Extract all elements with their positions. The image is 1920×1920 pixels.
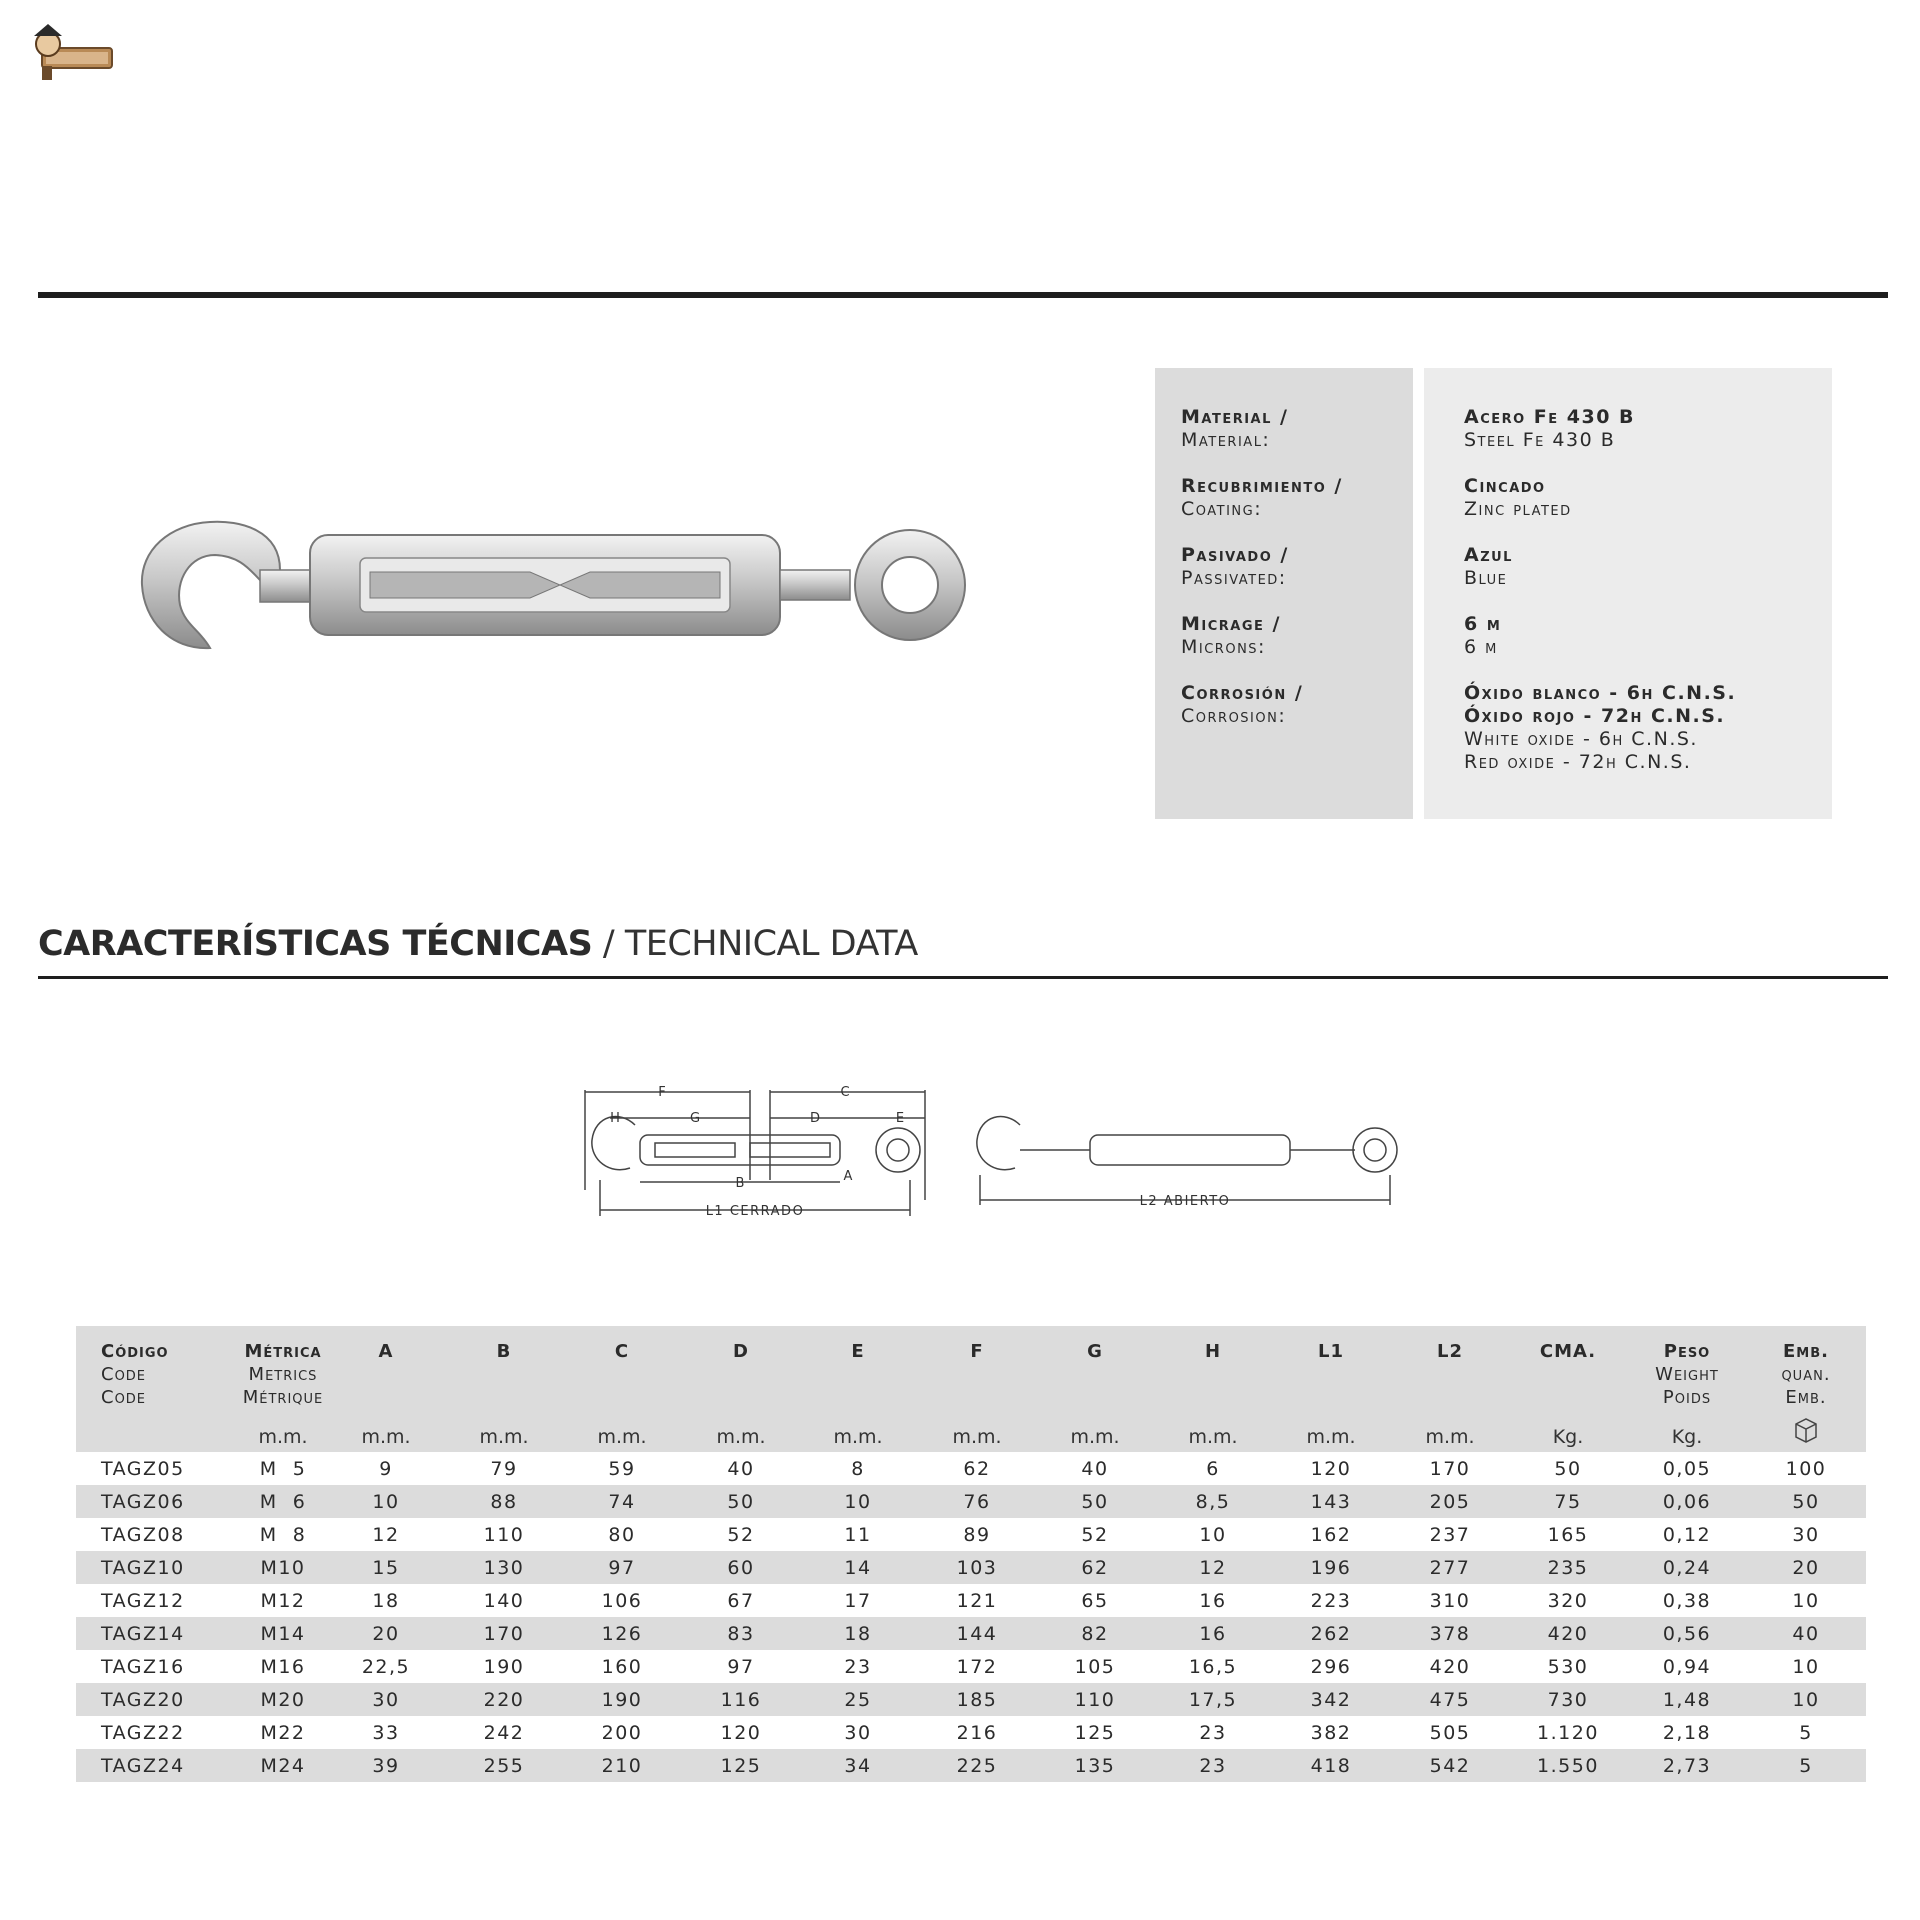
dimension-diagram xyxy=(580,1080,1400,1240)
header-line: Metrics xyxy=(248,1364,318,1385)
table-cell: TAGZ14 xyxy=(101,1623,185,1645)
table-header-cell xyxy=(1751,1340,1861,1409)
table-row xyxy=(76,1650,1866,1683)
table-cell: 52 xyxy=(727,1524,755,1546)
spec-label-coating: Recubrimiento / Coating: xyxy=(1181,475,1343,520)
header-line: Emb. xyxy=(1783,1341,1829,1362)
table-row xyxy=(76,1749,1866,1782)
table-cell: 25 xyxy=(844,1689,872,1711)
table-cell: 342 xyxy=(1310,1689,1352,1711)
technical-data-table xyxy=(76,1326,1866,1782)
table-cell: 88 xyxy=(490,1491,518,1513)
table-cell: 110 xyxy=(483,1524,525,1546)
table-cell: 17 xyxy=(844,1590,872,1612)
spec-label-material: Material / Material: xyxy=(1181,406,1289,451)
table-header-cell xyxy=(1158,1340,1268,1363)
table-cell: 205 xyxy=(1429,1491,1471,1513)
table-cell: 172 xyxy=(956,1656,998,1678)
table-cell: 1.120 xyxy=(1537,1722,1599,1744)
table-cell: 320 xyxy=(1547,1590,1589,1612)
dim-label-l2: L2 ABIERTO xyxy=(1139,1194,1231,1209)
table-cell: 418 xyxy=(1310,1755,1352,1777)
table-cell: 106 xyxy=(601,1590,643,1612)
table-cell: 76 xyxy=(963,1491,991,1513)
table-cell: 60 xyxy=(727,1557,755,1579)
table-body xyxy=(76,1452,1866,1782)
section-title: CARACTERÍSTICAS TÉCNICAS / TECHNICAL DATA xyxy=(38,924,918,964)
brand-logo-icon xyxy=(28,22,116,82)
table-cell: 97 xyxy=(608,1557,636,1579)
table-cell: 33 xyxy=(372,1722,400,1744)
table-cell: 18 xyxy=(844,1623,872,1645)
table-cell: 23 xyxy=(1199,1722,1227,1744)
table-cell: 10 xyxy=(1199,1524,1227,1546)
table-cell: 18 xyxy=(372,1590,400,1612)
table-cell: 50 xyxy=(727,1491,755,1513)
table-cell: 50 xyxy=(1081,1491,1109,1513)
table-cell: TAGZ06 xyxy=(101,1491,185,1513)
header-unit: m.m. xyxy=(258,1426,308,1448)
spec-labels-panel xyxy=(1155,368,1413,819)
table-cell: 0,56 xyxy=(1662,1623,1712,1645)
header-unit: m.m. xyxy=(1070,1426,1120,1448)
section-divider xyxy=(38,976,1888,979)
header-line: L1 xyxy=(1318,1341,1344,1362)
package-box-icon xyxy=(1791,1414,1821,1446)
table-cell: 80 xyxy=(608,1524,636,1546)
table-cell: 216 xyxy=(956,1722,998,1744)
table-header-cell xyxy=(1632,1340,1742,1409)
table-cell: 190 xyxy=(601,1689,643,1711)
table-cell: 277 xyxy=(1429,1557,1471,1579)
table-cell: TAGZ10 xyxy=(101,1557,185,1579)
table-row xyxy=(76,1584,1866,1617)
table-cell: 20 xyxy=(372,1623,400,1645)
table-cell: 10 xyxy=(844,1491,872,1513)
table-cell: 103 xyxy=(956,1557,998,1579)
table-cell: 75 xyxy=(1554,1491,1582,1513)
table-header-cell xyxy=(1513,1340,1623,1363)
table-header-cell xyxy=(101,1340,201,1409)
table-cell: 220 xyxy=(483,1689,525,1711)
table-cell: 40 xyxy=(727,1458,755,1480)
dim-label-e: E xyxy=(895,1111,905,1126)
table-cell: 296 xyxy=(1310,1656,1352,1678)
header-unit: Kg. xyxy=(1671,1426,1703,1448)
table-cell: 16 xyxy=(1199,1590,1227,1612)
table-cell: 15 xyxy=(372,1557,400,1579)
table-cell: 14 xyxy=(844,1557,872,1579)
table-cell: 52 xyxy=(1081,1524,1109,1546)
spec-value-microns: 6 µ 6 µ xyxy=(1464,613,1502,658)
table-header-cell xyxy=(1395,1340,1505,1363)
table-cell: 2,73 xyxy=(1662,1755,1712,1777)
top-divider xyxy=(38,292,1888,298)
header-unit: m.m. xyxy=(952,1426,1002,1448)
table-cell: 65 xyxy=(1081,1590,1109,1612)
table-header-cell xyxy=(331,1340,441,1363)
spec-value-coating: Cincado Zinc plated xyxy=(1464,475,1572,520)
header-line: Código xyxy=(101,1341,169,1362)
header-line: B xyxy=(496,1341,512,1362)
table-cell: 730 xyxy=(1547,1689,1589,1711)
table-header-cell xyxy=(1276,1340,1386,1363)
table-header-cell xyxy=(1040,1340,1150,1363)
spec-label-corrosion: Corrosión / Corrosion: xyxy=(1181,682,1304,727)
table-cell: 0,05 xyxy=(1662,1458,1712,1480)
table-cell: 196 xyxy=(1310,1557,1352,1579)
table-cell: 62 xyxy=(1081,1557,1109,1579)
table-cell: 135 xyxy=(1074,1755,1116,1777)
table-cell: TAGZ05 xyxy=(101,1458,185,1480)
table-cell: 120 xyxy=(1310,1458,1352,1480)
table-cell: TAGZ22 xyxy=(101,1722,185,1744)
table-cell: M 5 xyxy=(259,1458,307,1480)
table-cell: 83 xyxy=(727,1623,755,1645)
table-cell: 16 xyxy=(1199,1623,1227,1645)
table-row xyxy=(76,1518,1866,1551)
table-cell: 59 xyxy=(608,1458,636,1480)
table-cell: 505 xyxy=(1429,1722,1471,1744)
table-cell: 170 xyxy=(1429,1458,1471,1480)
dim-label-b: B xyxy=(735,1176,745,1191)
table-cell: 200 xyxy=(601,1722,643,1744)
table-row xyxy=(76,1617,1866,1650)
dim-label-c: C xyxy=(840,1085,850,1100)
table-cell: 12 xyxy=(372,1524,400,1546)
table-cell: 530 xyxy=(1547,1656,1589,1678)
dim-label-d: D xyxy=(809,1111,821,1126)
table-cell: TAGZ16 xyxy=(101,1656,185,1678)
table-cell: 40 xyxy=(1081,1458,1109,1480)
table-header-cell xyxy=(228,1340,338,1409)
header-line: H xyxy=(1204,1341,1222,1362)
table-cell: 190 xyxy=(483,1656,525,1678)
table-cell: M20 xyxy=(260,1689,306,1711)
dim-label-h: H xyxy=(610,1111,620,1126)
table-cell: TAGZ12 xyxy=(101,1590,185,1612)
header-line: Weight xyxy=(1655,1364,1719,1385)
header-line: F xyxy=(970,1341,984,1362)
table-cell: 105 xyxy=(1074,1656,1116,1678)
table-cell: TAGZ24 xyxy=(101,1755,185,1777)
table-cell: 82 xyxy=(1081,1623,1109,1645)
table-header-cell xyxy=(567,1340,677,1363)
table-cell: 140 xyxy=(483,1590,525,1612)
table-header-cell xyxy=(449,1340,559,1363)
header-line: Poids xyxy=(1662,1387,1712,1408)
table-cell: 67 xyxy=(727,1590,755,1612)
table-cell: M24 xyxy=(260,1755,306,1777)
table-cell: 125 xyxy=(1074,1722,1116,1744)
turnbuckle-product-image xyxy=(130,510,1020,660)
table-cell: 0,38 xyxy=(1662,1590,1712,1612)
table-cell: M14 xyxy=(260,1623,306,1645)
header-line: G xyxy=(1087,1341,1103,1362)
table-cell: 165 xyxy=(1547,1524,1589,1546)
table-cell: 130 xyxy=(483,1557,525,1579)
table-cell: 8 xyxy=(851,1458,865,1480)
table-cell: 50 xyxy=(1792,1491,1820,1513)
header-unit: m.m. xyxy=(716,1426,766,1448)
table-cell: 475 xyxy=(1429,1689,1471,1711)
table-row xyxy=(76,1716,1866,1749)
table-cell: 12 xyxy=(1199,1557,1227,1579)
table-cell: 16,5 xyxy=(1188,1656,1238,1678)
table-cell: 120 xyxy=(720,1722,762,1744)
table-cell: 144 xyxy=(956,1623,998,1645)
header-line: Métrique xyxy=(242,1387,324,1408)
table-cell: 34 xyxy=(844,1755,872,1777)
table-row xyxy=(76,1452,1866,1485)
table-cell: 23 xyxy=(844,1656,872,1678)
header-unit: m.m. xyxy=(833,1426,883,1448)
table-cell: 420 xyxy=(1429,1656,1471,1678)
table-cell: 185 xyxy=(956,1689,998,1711)
table-cell: 162 xyxy=(1310,1524,1352,1546)
table-cell: 378 xyxy=(1429,1623,1471,1645)
table-cell: 170 xyxy=(483,1623,525,1645)
header-unit: m.m. xyxy=(361,1426,411,1448)
table-cell: 420 xyxy=(1547,1623,1589,1645)
header-line: Code xyxy=(101,1387,147,1408)
table-cell: 9 xyxy=(379,1458,393,1480)
header-line: A xyxy=(378,1341,394,1362)
table-cell: 143 xyxy=(1310,1491,1352,1513)
table-cell: TAGZ20 xyxy=(101,1689,185,1711)
table-cell: TAGZ08 xyxy=(101,1524,185,1546)
table-cell: 0,06 xyxy=(1662,1491,1712,1513)
table-cell: 17,5 xyxy=(1188,1689,1238,1711)
table-cell: 39 xyxy=(372,1755,400,1777)
table-cell: 5 xyxy=(1799,1722,1813,1744)
header-unit: Kg. xyxy=(1552,1426,1584,1448)
header-unit: m.m. xyxy=(1188,1426,1238,1448)
table-cell: 1.550 xyxy=(1537,1755,1599,1777)
table-cell: 40 xyxy=(1792,1623,1820,1645)
table-cell: 160 xyxy=(601,1656,643,1678)
table-cell: 255 xyxy=(483,1755,525,1777)
table-cell: 5 xyxy=(1799,1755,1813,1777)
header-line: D xyxy=(733,1341,749,1362)
table-cell: M16 xyxy=(260,1656,306,1678)
table-cell: M 6 xyxy=(259,1491,307,1513)
table-cell: 121 xyxy=(956,1590,998,1612)
header-line: E xyxy=(851,1341,865,1362)
header-line: Code xyxy=(101,1364,147,1385)
header-unit: m.m. xyxy=(597,1426,647,1448)
header-line: CMA. xyxy=(1539,1341,1597,1362)
header-line: L2 xyxy=(1437,1341,1463,1362)
table-cell: M 8 xyxy=(259,1524,307,1546)
table-cell: 210 xyxy=(601,1755,643,1777)
table-cell: 262 xyxy=(1310,1623,1352,1645)
table-cell: 6 xyxy=(1206,1458,1220,1480)
table-cell: 89 xyxy=(963,1524,991,1546)
dim-label-f: F xyxy=(658,1085,666,1100)
header-line: quan. xyxy=(1781,1364,1831,1385)
table-cell: 23 xyxy=(1199,1755,1227,1777)
table-cell: 125 xyxy=(720,1755,762,1777)
spec-label-microns: Micrage / Microns: xyxy=(1181,613,1281,658)
dim-label-g: G xyxy=(689,1111,701,1126)
header-unit: m.m. xyxy=(479,1426,529,1448)
header-unit: m.m. xyxy=(1425,1426,1475,1448)
table-cell: 382 xyxy=(1310,1722,1352,1744)
table-row xyxy=(76,1551,1866,1584)
table-header-cell xyxy=(922,1340,1032,1363)
table-cell: 2,18 xyxy=(1662,1722,1712,1744)
spec-value-material: Acero Fe 430 B Steel Fe 430 B xyxy=(1464,406,1636,451)
table-cell: 20 xyxy=(1792,1557,1820,1579)
table-cell: 10 xyxy=(1792,1656,1820,1678)
table-cell: 0,12 xyxy=(1662,1524,1712,1546)
table-cell: 11 xyxy=(844,1524,872,1546)
spec-value-passivated: Azul Blue xyxy=(1464,544,1513,589)
table-cell: 30 xyxy=(844,1722,872,1744)
table-cell: 0,24 xyxy=(1662,1557,1712,1579)
dim-label-a: A xyxy=(843,1169,853,1184)
table-header-cell xyxy=(803,1340,913,1363)
table-header-cell xyxy=(686,1340,796,1363)
table-cell: 223 xyxy=(1310,1590,1352,1612)
table-cell: 110 xyxy=(1074,1689,1116,1711)
table-cell: 235 xyxy=(1547,1557,1589,1579)
table-cell: 10 xyxy=(1792,1590,1820,1612)
table-cell: 97 xyxy=(727,1656,755,1678)
table-cell: 30 xyxy=(372,1689,400,1711)
dim-label-l1: L1 CERRADO xyxy=(705,1204,805,1219)
table-row xyxy=(76,1683,1866,1716)
table-cell: M10 xyxy=(260,1557,306,1579)
table-cell: 116 xyxy=(720,1689,762,1711)
table-cell: 0,94 xyxy=(1662,1656,1712,1678)
spec-values-panel xyxy=(1424,368,1832,819)
table-cell: 62 xyxy=(963,1458,991,1480)
header-line: C xyxy=(614,1341,630,1362)
table-header xyxy=(76,1326,1866,1452)
table-cell: M22 xyxy=(260,1722,306,1744)
table-cell: 126 xyxy=(601,1623,643,1645)
table-cell: 100 xyxy=(1785,1458,1827,1480)
table-cell: 79 xyxy=(490,1458,518,1480)
header-line: Métrica xyxy=(244,1341,322,1362)
table-cell: 1,48 xyxy=(1662,1689,1712,1711)
spec-value-corrosion: Óxido blanco - 6h C.N.S. Óxido rojo - 72h C.N.S. White oxide - 6h C.N.S. Red oxide - 72h C.N.S. xyxy=(1464,682,1737,773)
table-cell: 542 xyxy=(1429,1755,1471,1777)
table-cell: 237 xyxy=(1429,1524,1471,1546)
table-cell: 8,5 xyxy=(1195,1491,1231,1513)
table-cell: 50 xyxy=(1554,1458,1582,1480)
header-line: Emb. xyxy=(1785,1387,1827,1408)
spec-label-passivated: Pasivado / Passivated: xyxy=(1181,544,1289,589)
table-cell: 30 xyxy=(1792,1524,1820,1546)
table-cell: 310 xyxy=(1429,1590,1471,1612)
header-line: Peso xyxy=(1663,1341,1711,1362)
table-cell: 242 xyxy=(483,1722,525,1744)
table-cell: 10 xyxy=(372,1491,400,1513)
table-cell: M12 xyxy=(260,1590,306,1612)
table-cell: 225 xyxy=(956,1755,998,1777)
table-cell: 10 xyxy=(1792,1689,1820,1711)
table-row xyxy=(76,1485,1866,1518)
table-cell: 74 xyxy=(608,1491,636,1513)
table-cell: 22,5 xyxy=(361,1656,411,1678)
header-unit: m.m. xyxy=(1306,1426,1356,1448)
